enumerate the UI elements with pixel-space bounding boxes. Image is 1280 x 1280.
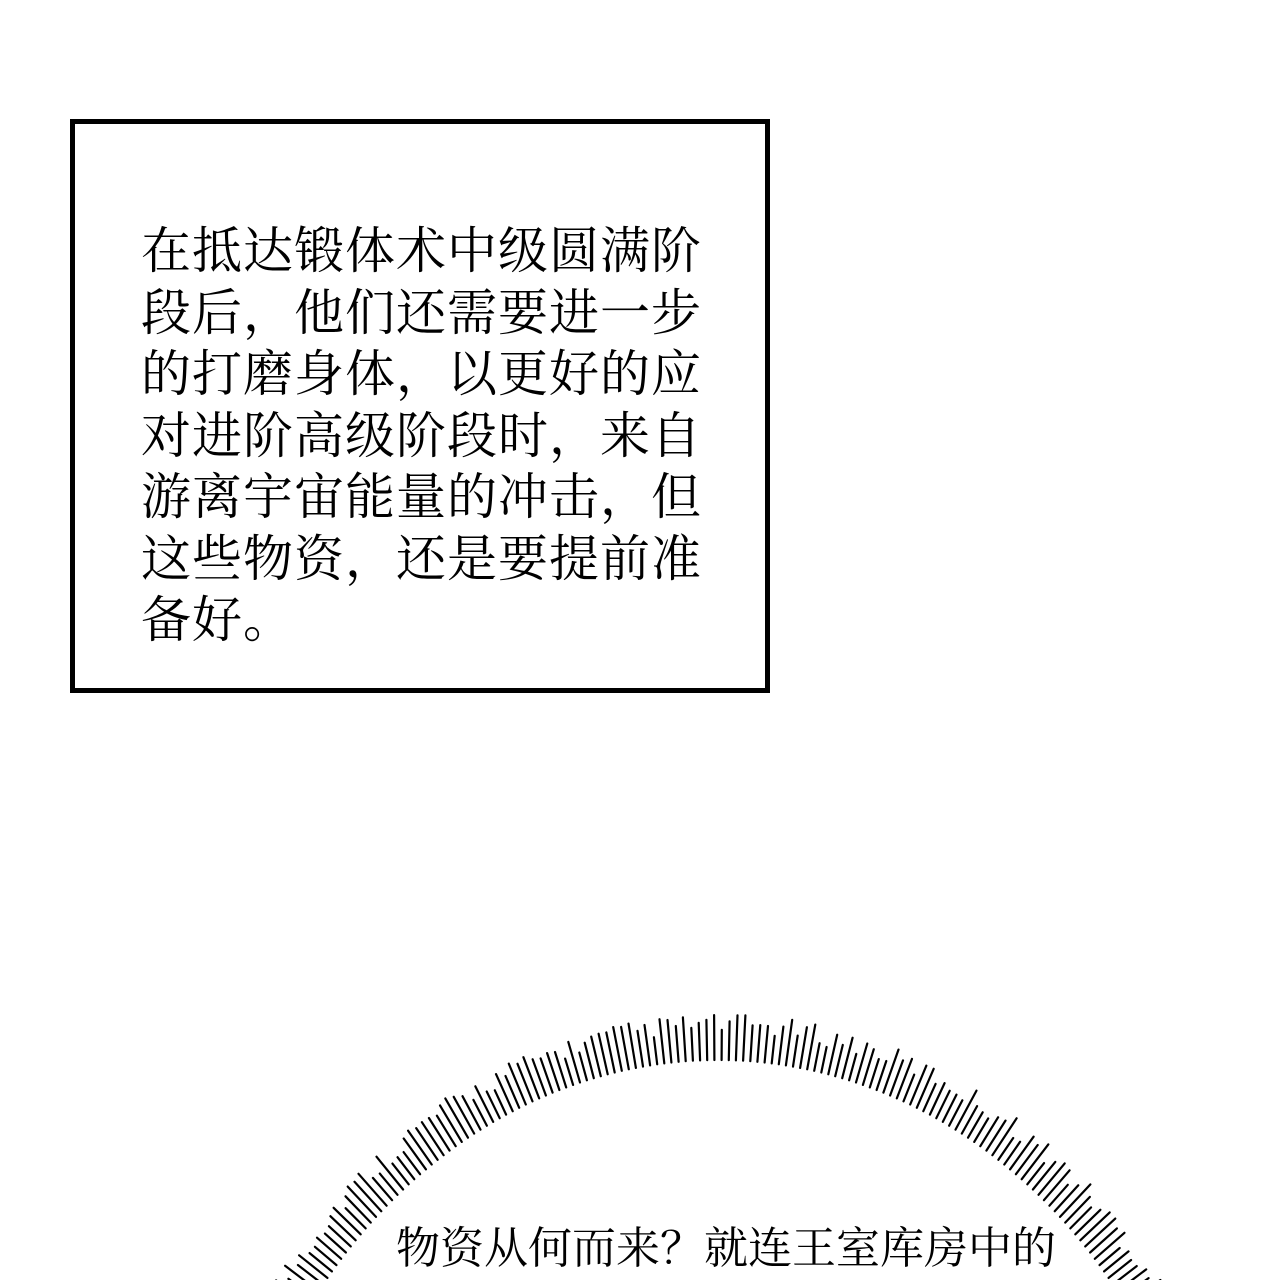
burst-spike (518, 1064, 533, 1102)
burst-spike (699, 1023, 700, 1061)
burst-spike (736, 1015, 738, 1060)
burst-spike (310, 1253, 332, 1271)
burst-spike (814, 1043, 819, 1071)
burst-spike (917, 1069, 934, 1108)
burst-spike (1104, 1251, 1128, 1271)
burst-spike (1004, 1142, 1020, 1165)
burst-spike (1016, 1145, 1038, 1174)
narration-text: 在抵达锻体术中级圆满阶 段后，他们还需要进一步 的打磨身体，以更好的应 对进阶高级阶段时，来自 游离宇宙能量的冲击，但 这些物资，还是要提前准 备好。 (141, 222, 702, 649)
burst-spike (1049, 1185, 1067, 1206)
burst-spike (346, 1196, 371, 1222)
burst-spike (416, 1128, 437, 1160)
burst-spike (883, 1050, 898, 1093)
burst-spike (422, 1122, 444, 1155)
burst-spike (729, 1021, 730, 1060)
burst-spike (629, 1024, 636, 1068)
burst-spike (765, 1026, 768, 1063)
burst-spike (392, 1164, 408, 1185)
burst-spike (509, 1064, 526, 1105)
burst-spike (585, 1043, 594, 1079)
speech-bubble-text: 物资从何而来？就连王室库房中的 (396, 1223, 1056, 1274)
burst-spike (910, 1066, 926, 1105)
burst-spike (786, 1020, 792, 1066)
burst-spike (706, 1020, 707, 1060)
burst-spike (315, 1247, 337, 1265)
burst-spike (329, 1226, 351, 1246)
burst-spike (523, 1057, 539, 1098)
burst-spike (683, 1017, 686, 1061)
burst-spike (299, 1255, 327, 1278)
burst-spike (676, 1026, 679, 1062)
burst-spike (1033, 1162, 1055, 1190)
burst-spike (579, 1053, 587, 1081)
burst-spike (986, 1121, 1005, 1151)
burst-spike (638, 1031, 644, 1067)
burst-spike (475, 1086, 493, 1122)
burst-spike (779, 1027, 784, 1065)
burst-spike (1095, 1233, 1125, 1259)
burst-spike (821, 1047, 826, 1073)
burst-spike (660, 1019, 665, 1063)
burst-spike (835, 1045, 843, 1076)
burst-spike (317, 1238, 341, 1259)
burst-spike (930, 1083, 945, 1115)
burst-spike (437, 1116, 456, 1147)
burst-spike (429, 1118, 450, 1151)
burst-spike (645, 1025, 651, 1065)
burst-spike (454, 1097, 475, 1134)
burst-spike (668, 1020, 672, 1063)
burst-spike (807, 1025, 815, 1070)
burst-spike (654, 1037, 657, 1064)
burst-spike (1027, 1163, 1044, 1184)
burst-spike (743, 1015, 745, 1060)
burst-spike (496, 1074, 513, 1111)
burst-spike (606, 1032, 614, 1072)
burst-spike (463, 1096, 481, 1129)
burst-spike (968, 1112, 983, 1137)
burst-spike (398, 1157, 415, 1179)
burst-spike (750, 1025, 752, 1061)
burst-spike (980, 1117, 998, 1146)
burst-spike (956, 1091, 977, 1130)
burst-spike (330, 1216, 355, 1240)
burst-spike (621, 1027, 629, 1069)
burst-spike (334, 1208, 361, 1235)
burst-spike (404, 1139, 426, 1170)
burst-spike (404, 1152, 421, 1174)
burst-spike (800, 1027, 807, 1068)
burst-spike (772, 1036, 775, 1064)
burst-spike (613, 1027, 622, 1071)
burst-spike (565, 1059, 573, 1085)
burst-spike (1109, 1260, 1132, 1278)
burst-spike (691, 1028, 693, 1061)
burst-spike (849, 1054, 856, 1080)
burst-spike (325, 1234, 346, 1253)
burst-spike (346, 1208, 366, 1228)
burst-spike (870, 1059, 879, 1087)
burst-spike (1055, 1185, 1079, 1211)
burst-spike (962, 1106, 977, 1134)
burst-spike (506, 1076, 520, 1108)
burst-spike (757, 1025, 760, 1062)
burst-spike (373, 1178, 392, 1200)
burst-spike (380, 1174, 398, 1195)
burst-spike (1100, 1248, 1120, 1265)
burst-spike (793, 1036, 798, 1067)
burst-spike (897, 1059, 912, 1099)
burst-spike (828, 1035, 837, 1075)
